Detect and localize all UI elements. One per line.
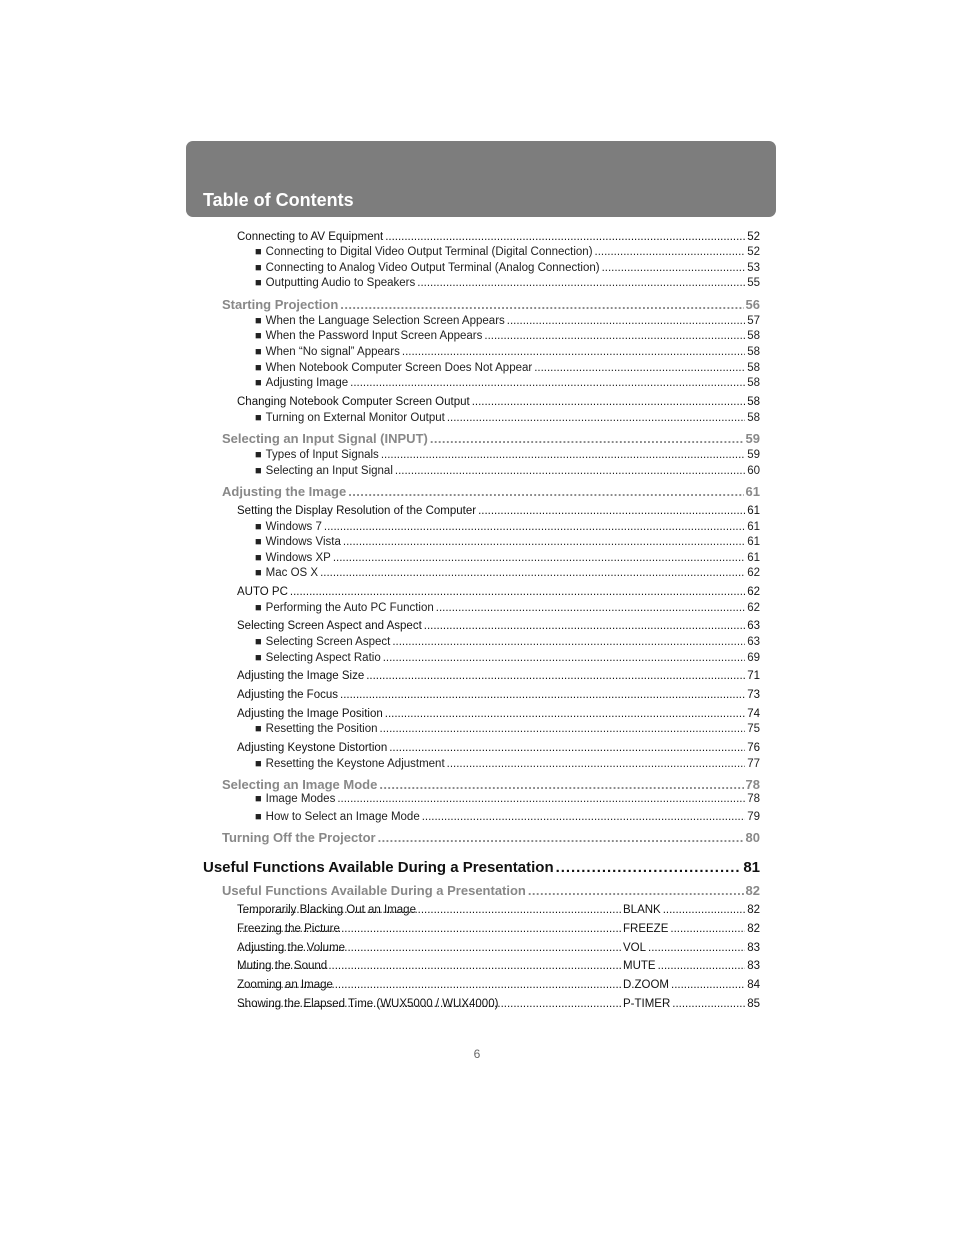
leader-dots — [534, 362, 745, 374]
toc-section[interactable] — [222, 484, 760, 501]
toc-function-entry[interactable]: Adjusting the Volume . . . VOL . . . 83 — [237, 942, 760, 957]
toc-page-number: 56 — [745, 297, 760, 312]
leader-dots — [385, 708, 745, 720]
toc-label: Windows XP — [265, 552, 331, 564]
toc-label: Mac OS X — [265, 567, 319, 579]
toc-page-number: 82 — [747, 923, 760, 935]
toc-section[interactable] — [222, 431, 760, 448]
toc-section[interactable] — [222, 777, 760, 794]
toc-command: BLANK — [623, 904, 661, 916]
toc-label: When the Password Input Screen Appears — [265, 330, 483, 342]
toc-label: Useful Functions Available During a Presentation — [203, 859, 554, 876]
toc-label: Selecting an Input Signal (INPUT) — [222, 431, 428, 446]
toc-label: Image Modes — [265, 793, 336, 805]
leader-dots — [320, 567, 745, 579]
toc-page-number: 84 — [747, 979, 760, 991]
toc-page-number: 83 — [747, 960, 760, 972]
toc-label: Starting Projection — [222, 297, 339, 312]
leader-dots — [333, 552, 745, 564]
toc-command: D.ZOOM — [623, 979, 669, 991]
toc-page-number: 58 — [747, 346, 760, 358]
toc-page-number: 58 — [747, 396, 760, 408]
bullet-square-icon: ■ — [255, 412, 262, 424]
bullet-square-icon: ■ — [255, 315, 262, 327]
toc-subentry[interactable] — [255, 793, 760, 808]
leader-dots — [380, 723, 746, 735]
leader-dots — [239, 960, 621, 972]
toc-page-number: 59 — [747, 449, 760, 461]
toc-page-number: 74 — [747, 708, 760, 720]
toc-entry[interactable] — [237, 708, 760, 723]
toc-page-number: 82 — [747, 904, 760, 916]
bullet-square-icon: ■ — [255, 521, 262, 533]
bullet-square-icon: ■ — [255, 567, 262, 579]
leader-dots — [378, 830, 744, 845]
leader-dots — [658, 960, 746, 972]
toc-subentry[interactable] — [255, 465, 760, 480]
bullet-square-icon: ■ — [255, 449, 262, 461]
toc-page-number: 62 — [747, 567, 760, 579]
toc-command: VOL — [623, 942, 647, 954]
toc-page-number: 78 — [745, 777, 760, 792]
leader-dots — [239, 998, 621, 1010]
toc-page-number: 60 — [747, 465, 760, 477]
toc-page-number: 52 — [747, 246, 760, 258]
leader-dots — [648, 942, 745, 954]
toc-subentry[interactable] — [255, 412, 760, 427]
toc-subentry[interactable] — [255, 346, 760, 361]
toc-label: When the Language Selection Screen Appears — [265, 315, 505, 327]
leader-dots — [324, 521, 745, 533]
toc-page-number: 85 — [747, 998, 760, 1010]
bullet-square-icon: ■ — [255, 758, 262, 770]
toc-entry[interactable] — [237, 396, 760, 411]
toc-page-number: 58 — [747, 377, 760, 389]
toc-section[interactable] — [222, 830, 760, 847]
toc-function-entry[interactable]: Showing the Elapsed Time (WUX5000 / WUX4000) . . . P-TIMER . . . 85 — [237, 998, 760, 1013]
toc-label: Performing the Auto PC Function — [265, 602, 434, 614]
toc-page-number: 59 — [745, 431, 760, 446]
leader-dots — [472, 396, 746, 408]
toc-label: When Notebook Computer Screen Does Not Appear — [265, 362, 533, 374]
bullet-square-icon: ■ — [255, 362, 262, 374]
toc-page-number: 57 — [747, 315, 760, 327]
toc-page-number: 75 — [747, 723, 760, 735]
toc-function-entry[interactable]: Zooming an Image . . . D.ZOOM . . . 84 — [237, 979, 760, 994]
leader-dots — [602, 262, 746, 274]
leader-dots — [395, 465, 745, 477]
toc-page-number: 73 — [747, 689, 760, 701]
toc-page-number: 63 — [747, 620, 760, 632]
toc-command: MUTE — [623, 960, 656, 972]
toc-subentry[interactable] — [255, 330, 760, 345]
leader-dots — [290, 586, 745, 598]
toc-label: Connecting to Digital Video Output Terminal (Digital Connection) — [265, 246, 593, 258]
toc-page-number: 76 — [747, 742, 760, 754]
leader-dots — [417, 277, 745, 289]
toc-page-number: 78 — [747, 793, 760, 805]
toc-subentry[interactable] — [255, 567, 760, 582]
toc-label: Resetting the Position — [265, 723, 378, 735]
bullet-square-icon: ■ — [255, 602, 262, 614]
toc-subentry[interactable] — [255, 277, 760, 292]
toc-label: Adjusting the Image — [222, 484, 347, 499]
toc-label: Adjusting the Focus — [237, 689, 339, 701]
toc-page-number: 58 — [747, 330, 760, 342]
leader-dots — [436, 602, 745, 614]
bullet-square-icon: ■ — [255, 723, 262, 735]
toc-entry[interactable] — [237, 742, 760, 757]
toc-entry[interactable] — [237, 689, 760, 704]
leader-dots — [348, 484, 743, 499]
leader-dots — [389, 742, 745, 754]
toc-page-number: 77 — [747, 758, 760, 770]
toc-label: Connecting to Analog Video Output Terminal (Analog Connection) — [265, 262, 600, 274]
toc-page-number: 62 — [747, 602, 760, 614]
page-title: Table of Contents — [203, 190, 354, 210]
toc-subentry[interactable] — [255, 636, 760, 651]
leader-dots — [239, 979, 621, 991]
toc-label: Adjusting Keystone Distortion — [237, 742, 388, 754]
leader-dots — [366, 670, 745, 682]
toc-subentry[interactable] — [255, 552, 760, 567]
leader-dots — [595, 246, 746, 258]
toc-page-number: 61 — [747, 552, 760, 564]
leader-dots — [343, 536, 745, 548]
toc-section[interactable] — [222, 297, 760, 314]
toc-label: Windows 7 — [265, 521, 322, 533]
toc-page-number: 61 — [747, 536, 760, 548]
toc-label: Adjusting Image — [265, 377, 349, 389]
leader-dots — [239, 904, 621, 916]
bullet-square-icon: ■ — [255, 552, 262, 564]
toc-label: Outputting Audio to Speakers — [265, 277, 416, 289]
toc-subentry[interactable] — [255, 652, 760, 667]
toc-page-number: 81 — [743, 859, 760, 876]
toc-entry[interactable] — [237, 586, 760, 601]
leader-dots — [385, 231, 745, 243]
toc-page-number: 63 — [747, 636, 760, 648]
toc-subentry[interactable] — [255, 315, 760, 330]
leader-dots — [430, 431, 744, 446]
toc-label: Changing Notebook Computer Screen Output — [237, 396, 470, 408]
toc-label: Useful Functions Available During a Presentation — [222, 883, 526, 898]
toc-page-number: 80 — [745, 830, 760, 845]
toc-page-number: 71 — [747, 670, 760, 682]
leader-dots — [381, 449, 745, 461]
toc-subentry[interactable] — [255, 536, 760, 551]
bullet-square-icon: ■ — [255, 262, 262, 274]
leader-dots — [663, 904, 745, 916]
leader-dots — [340, 297, 743, 312]
leader-dots — [447, 412, 745, 424]
leader-dots — [671, 979, 745, 991]
toc-command: FREEZE — [623, 923, 669, 935]
bullet-square-icon: ■ — [255, 636, 262, 648]
toc-label: Selecting Aspect Ratio — [265, 652, 381, 664]
toc-entry[interactable] — [237, 620, 760, 635]
toc-label: Setting the Display Resolution of the Computer — [237, 505, 477, 517]
toc-command: P-TIMER — [623, 998, 671, 1010]
leader-dots — [392, 636, 745, 648]
leader-dots — [239, 923, 621, 935]
leader-dots — [447, 758, 746, 770]
toc-page-number: 53 — [747, 262, 760, 274]
toc-subentry[interactable] — [255, 723, 760, 738]
toc-page-number: 61 — [747, 521, 760, 533]
toc-page-number: 62 — [747, 586, 760, 598]
toc-label: Adjusting the Image Size — [237, 670, 365, 682]
toc-page-number: 82 — [745, 883, 760, 898]
toc-subentry[interactable] — [255, 246, 760, 261]
toc-subentry[interactable] — [255, 449, 760, 464]
toc-label: Selecting Screen Aspect — [265, 636, 391, 648]
bullet-square-icon: ■ — [255, 346, 262, 358]
leader-dots — [239, 942, 621, 954]
bullet-square-icon: ■ — [255, 465, 262, 477]
leader-dots — [350, 377, 745, 389]
toc-label: Selecting an Input Signal — [265, 465, 393, 477]
toc-page-number: 69 — [747, 652, 760, 664]
toc-function-entry[interactable]: Muting the Sound . . . MUTE . . . 83 — [237, 960, 760, 975]
toc-subentry[interactable] — [255, 521, 760, 536]
toc-page-number: 52 — [747, 231, 760, 243]
toc-entry[interactable] — [237, 231, 760, 246]
toc-page-number: 58 — [747, 362, 760, 374]
leader-dots — [422, 811, 745, 823]
leader-dots — [484, 330, 745, 342]
toc-subentry[interactable] — [255, 262, 760, 277]
leader-dots — [528, 883, 744, 898]
toc-subentry[interactable] — [255, 758, 760, 773]
toc-label: Turning on External Monitor Output — [265, 412, 445, 424]
toc-function-entry[interactable]: Temporarily Blacking Out an Image . . . BLANK . . . 82 — [237, 904, 760, 919]
leader-dots — [507, 315, 745, 327]
leader-dots — [402, 346, 745, 358]
toc-page-number: 55 — [747, 277, 760, 289]
leader-dots — [383, 652, 745, 664]
bullet-square-icon: ■ — [255, 330, 262, 342]
leader-dots — [337, 793, 745, 805]
leader-dots — [424, 620, 745, 632]
bullet-square-icon: ■ — [255, 536, 262, 548]
toc-subentry[interactable] — [255, 377, 760, 392]
leader-dots — [556, 859, 742, 876]
toc-section[interactable] — [222, 883, 760, 900]
toc-page-number: 61 — [745, 484, 760, 499]
toc-entry[interactable] — [237, 670, 760, 685]
toc-label: Selecting Screen Aspect and Aspect — [237, 620, 422, 632]
toc-label: When “No signal” Appears — [265, 346, 400, 358]
leader-dots — [670, 923, 745, 935]
leader-dots — [478, 505, 745, 517]
bullet-square-icon: ■ — [255, 277, 262, 289]
toc-label: Connecting to AV Equipment — [237, 231, 384, 243]
toc-label: AUTO PC — [237, 586, 288, 598]
leader-dots — [379, 777, 743, 792]
toc-label: Adjusting the Image Position — [237, 708, 383, 720]
toc-label: Resetting the Keystone Adjustment — [265, 758, 445, 770]
bullet-square-icon: ■ — [255, 377, 262, 389]
toc-page-number: 58 — [747, 412, 760, 424]
toc-label: Turning Off the Projector — [222, 830, 376, 845]
toc-page-number: 61 — [747, 505, 760, 517]
toc-label: Selecting an Image Mode — [222, 777, 378, 792]
toc-chapter[interactable] — [203, 859, 760, 878]
toc-label: How to Select an Image Mode — [265, 811, 420, 823]
toc-page-number: 79 — [747, 811, 760, 823]
page-number: 6 — [473, 1047, 481, 1061]
toc-subentry[interactable] — [255, 602, 760, 617]
bullet-square-icon: ■ — [255, 793, 262, 805]
toc-subentry[interactable] — [255, 362, 760, 377]
bullet-square-icon: ■ — [255, 246, 262, 258]
toc-label: Windows Vista — [265, 536, 341, 548]
toc-function-entry[interactable]: Freezing the Picture . . . FREEZE . . . 82 — [237, 923, 760, 938]
bullet-square-icon: ■ — [255, 811, 262, 823]
leader-dots — [340, 689, 745, 701]
toc-subentry[interactable] — [255, 811, 760, 826]
bullet-square-icon: ■ — [255, 652, 262, 664]
toc-label: Types of Input Signals — [265, 449, 379, 461]
leader-dots — [672, 998, 745, 1010]
toc-entry[interactable] — [237, 505, 760, 520]
toc-page-number: 83 — [747, 942, 760, 954]
